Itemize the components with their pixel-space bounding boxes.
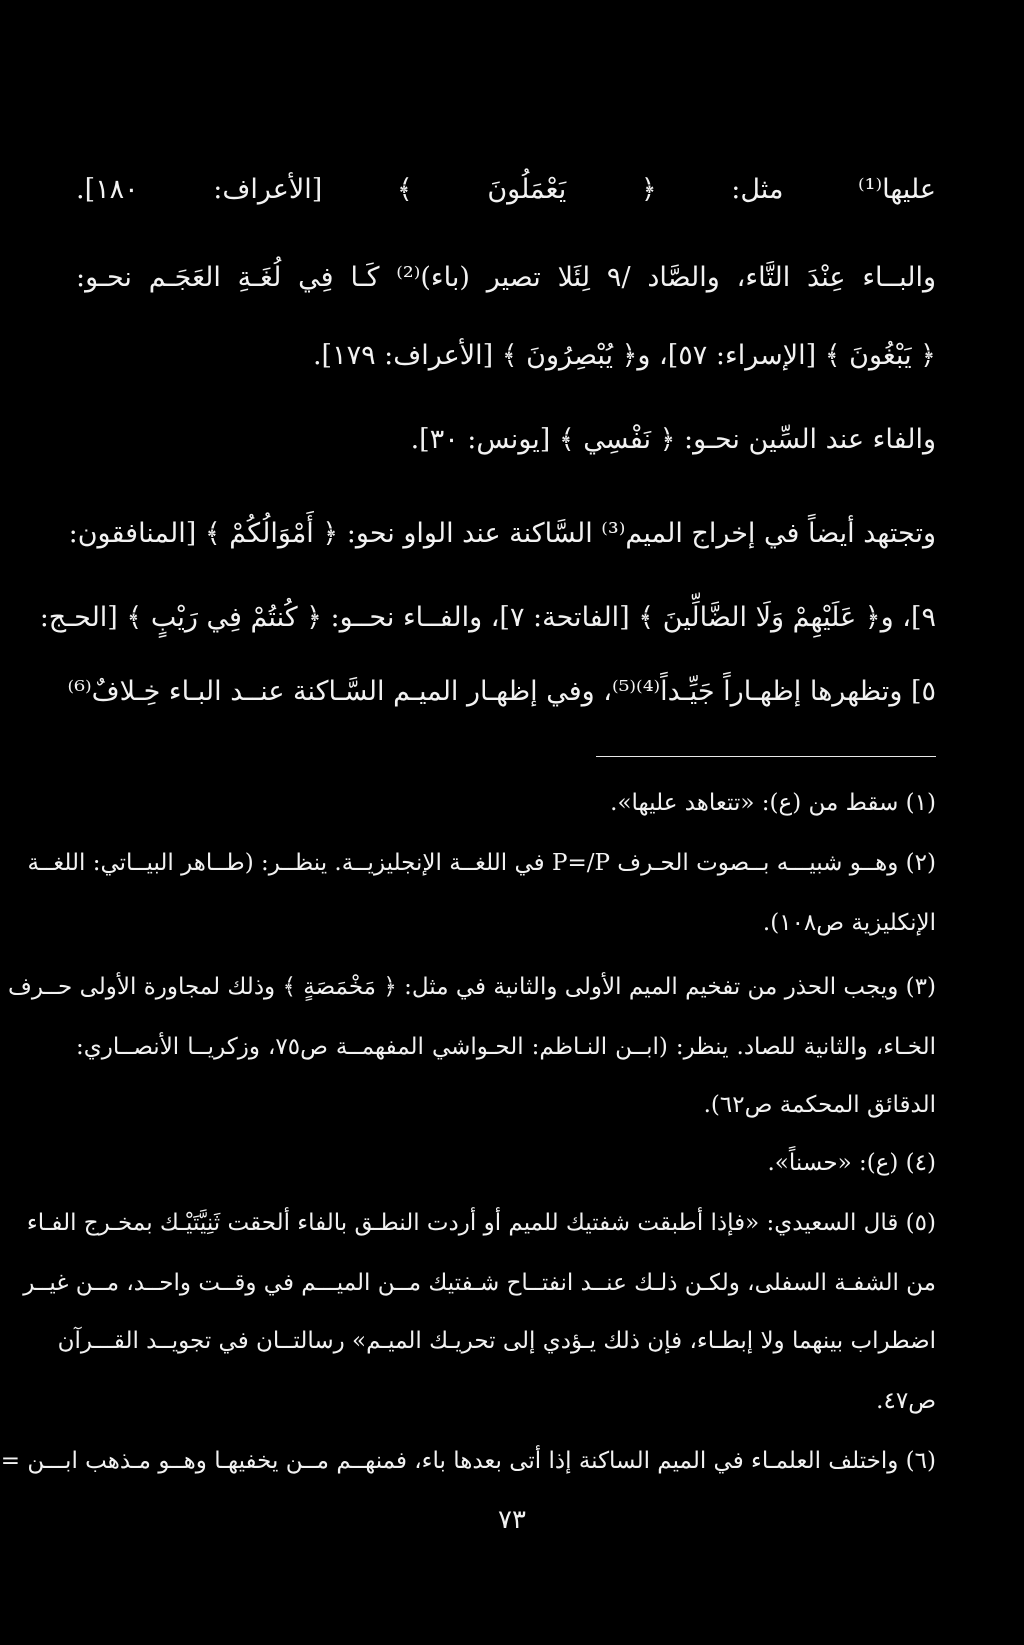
- footnote-5-line-2: من الشفـة السفلى، ولكـن ذلـك عنــد انفتــاح شـفتيك مــن الميـــم في وقــت واحــد، مــن غيــر: [23, 1270, 936, 1296]
- footnote-3-line-1: (٣) ويجب الحذر من تفخيم الميم الأولى والثانية في مثل: ﴿ مَخْمَصَةٍ ﴾ وذلك لمجاورة الأولى حــرف: [8, 974, 936, 1000]
- body-line-2: والبــاء عِنْدَ التَّاء، والصَّاد /٩ لِئَلا تصير (باء)⁽²⁾ كَـا فِي لُغَـةِ العَجَـم نحـو:: [76, 262, 936, 293]
- body-line-6: ٩]، و﴿ عَلَيْهِمْ وَلَا الضَّالِّينَ ﴾ [الفاتحة: ٧]، والفــاء نحــو: ﴿ كُنتُمْ فِي رَيْبٍ ﴾ [الحـج:: [39, 602, 936, 633]
- footnote-5-line-3: اضطراب بينهما ولا إبطـاء، فإن ذلك يـؤدي إلى تحريـك الميـم» رسالتــان في تجويــد القـــرآن: [57, 1328, 936, 1354]
- footnote-1: (١) سقط من (ع): «تتعاهد عليها».: [610, 790, 936, 816]
- footnote-2-line-1: (٢) وهــو شبيـــه بــصوت الحـرف P=/P في اللغــة الإنجليزيــة. ينظــر: (طــاهر البيــاتي: اللغــة: [27, 850, 936, 876]
- footnote-3-line-3: الدقائق المحكمة ص٦٢).: [703, 1092, 936, 1118]
- footnote-3-line-2: الخـاء، والثانية للصاد. ينظر: (ابــن النـاظم: الحـواشي المفهمــة ص٧٥، وزكريــا الأنصــاري:: [76, 1034, 936, 1060]
- body-line-3: ﴿ يَبْغُونَ ﴾ [الإسراء: ٥٧]، و﴿ يُبْصِرُونَ ﴾ [الأعراف: ١٧٩].: [312, 340, 936, 371]
- footnote-separator: [596, 756, 936, 757]
- page-number: ٧٣: [498, 1505, 526, 1535]
- body-line-5: وتجتهد أيضاً في إخراج الميم⁽³⁾ السَّاكنة عند الواو نحو: ﴿ أَمْوَالُكُمْ ﴾ [المنافقون:: [68, 518, 936, 549]
- footnote-5-line-4: ص٤٧.: [876, 1388, 936, 1414]
- footnote-6-line-1: (٦) واختلف العلمـاء في الميم الساكنة إذا أتى بعدها باء، فمنهــم مــن يخفيهـا وهــو مـذهب ابـــن =: [0, 1448, 936, 1474]
- footnote-4: (٤) (ع): «حسناً».: [767, 1150, 936, 1176]
- body-line-7: ٥] وتظهرها إظهـاراً جَيِّـداً⁽⁴⁾⁽⁵⁾، وفي إظهـار الميـم السَّـاكنة عنــد البـاء خِـلافٌ⁽⁶⁾: [67, 676, 936, 707]
- body-line-4: والفاء عند السِّين نحـو: ﴿ نَفْسِي ﴾ [يونس: ٣٠].: [410, 424, 936, 455]
- footnote-2-line-2: الإنكليزية ص١٠٨).: [762, 910, 936, 936]
- body-line-1: عليها⁽¹⁾ مثل: ﴿ يَعْمَلُونَ ﴾ [الأعراف: ١٨٠].: [76, 174, 936, 205]
- footnote-5-line-1: (٥) قال السعيدي: «فإذا أطبقت شفتيك للميم أو أردت النطـق بالفاء ألحقت ثَنِيَّتَيْـك بمخـرج الفـاء: [26, 1210, 936, 1236]
